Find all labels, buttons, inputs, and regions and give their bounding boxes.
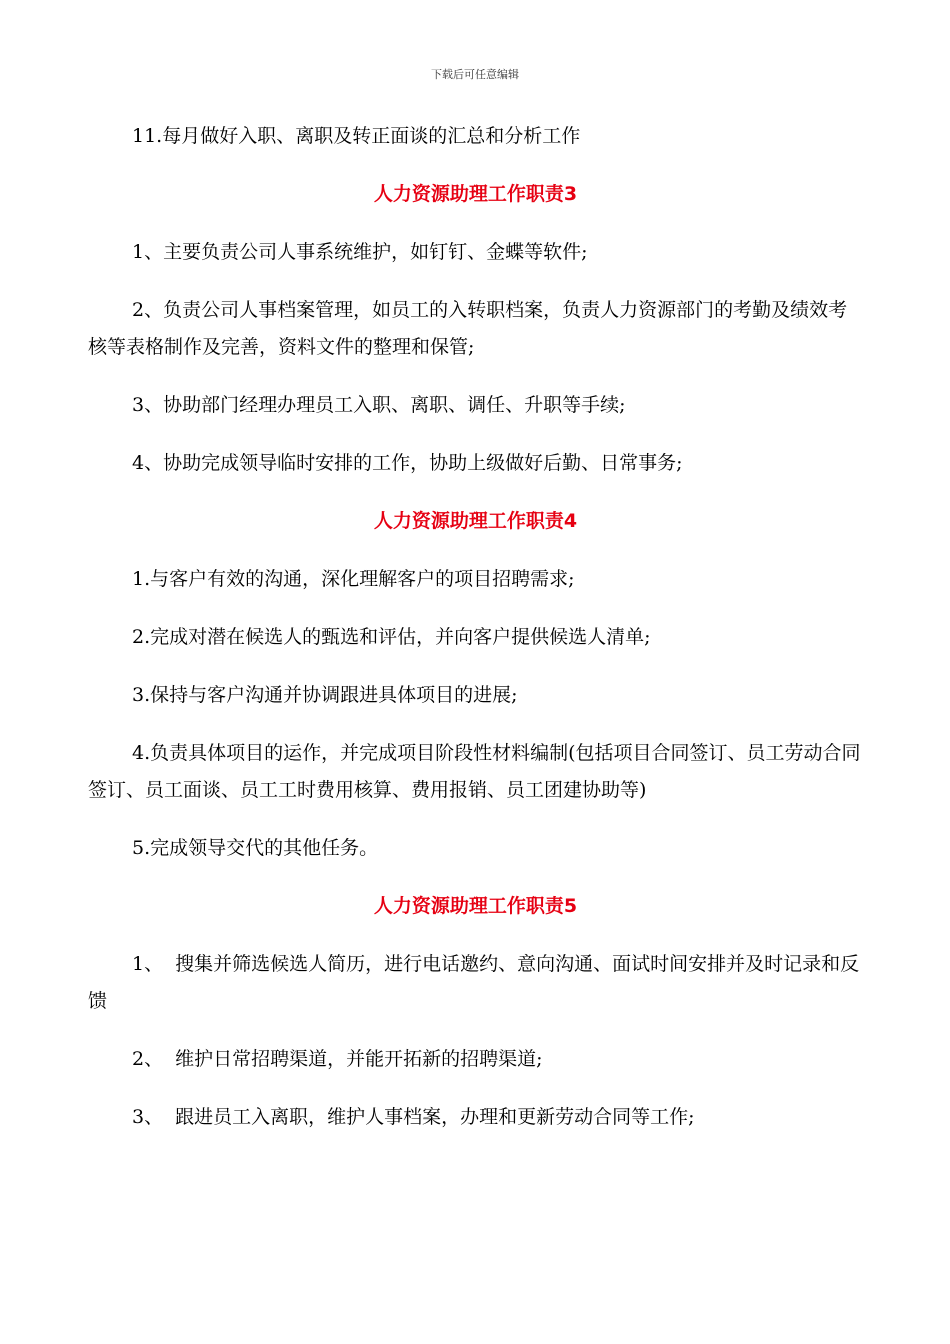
paragraph: 1、 搜集并筛选候选人简历，进行电话邀约、意向沟通、面试时间安排并及时记录和反馈 xyxy=(88,953,860,1012)
paragraph: 11.每月做好入职、离职及转正面谈的汇总和分析工作 xyxy=(132,125,581,147)
paragraph: 4、协助完成领导临时安排的工作，协助上级做好后勤、日常事务; xyxy=(132,452,683,474)
paragraph: 3、协助部门经理办理员工入职、离职、调任、升职等手续; xyxy=(132,394,626,416)
paragraph: 3.保持与客户沟通并协调跟进具体项目的进展; xyxy=(132,684,518,706)
section-heading-4: 人力资源助理工作职责4 xyxy=(373,510,578,532)
section-heading-3: 人力资源助理工作职责3 xyxy=(373,183,578,205)
paragraph: 1.与客户有效的沟通，深化理解客户的项目招聘需求; xyxy=(132,568,575,590)
paragraph: 2、负责公司人事档案管理，如员工的入转职档案，负责人力资源部门的考勤及绩效考核等表格制作及完善，资料文件的整理和保管; xyxy=(88,299,848,358)
paragraph: 3、 跟进员工入离职，维护人事档案，办理和更新劳动合同等工作; xyxy=(132,1106,695,1128)
paragraph: 4.负责具体项目的运作，并完成项目阶段性材料编制(包括项目合同签订、员工劳动合同签订、员工面谈、员工工时费用核算、费用报销、员工团建协助等) xyxy=(88,742,861,801)
document-body xyxy=(88,118,863,1157)
header-note: 下载后可任意编辑 xyxy=(431,68,519,81)
paragraph: 2.完成对潜在候选人的甄选和评估，并向客户提供候选人清单; xyxy=(132,626,651,648)
section-heading-5: 人力资源助理工作职责5 xyxy=(373,895,578,917)
paragraph: 5.完成领导交代的其他任务。 xyxy=(132,837,379,859)
paragraph: 1、主要负责公司人事系统维护，如钉钉、金蝶等软件; xyxy=(132,241,588,263)
paragraph: 2、 维护日常招聘渠道，并能开拓新的招聘渠道; xyxy=(132,1048,543,1070)
